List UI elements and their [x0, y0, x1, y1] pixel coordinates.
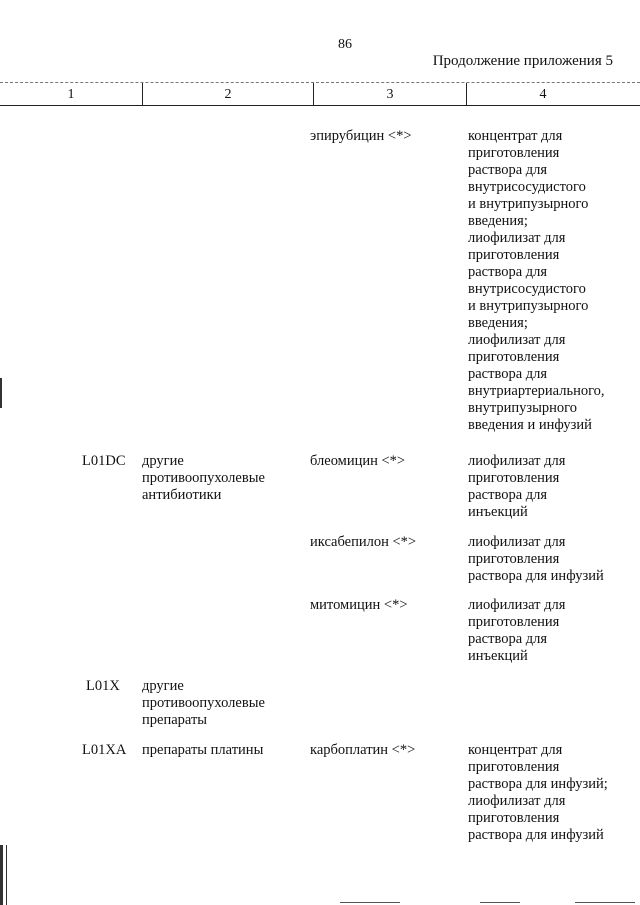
dosage-form-line: инъекций: [468, 648, 528, 664]
table-header: [0, 82, 640, 106]
atc-group-line: препараты платины: [142, 742, 264, 758]
dosage-form-line: введения и инфузий: [468, 417, 592, 433]
scan-bottom-dash: [480, 902, 520, 903]
dosage-form-line: лиофилизат для: [468, 534, 566, 550]
dosage-form-line: внутрипузырного: [468, 400, 577, 416]
dosage-form-line: концентрат для: [468, 128, 563, 144]
atc-group: [142, 453, 265, 504]
atc-group-line: противоопухолевые: [142, 695, 265, 711]
page-header: [0, 0, 640, 60]
atc-group-line: препараты: [142, 712, 208, 728]
dosage-form-line: внутрисосудистого: [468, 281, 586, 297]
dosage-form-line: концентрат для: [468, 742, 563, 758]
dosage-form-line: приготовления: [468, 349, 560, 365]
header-col-2: 2: [224, 87, 232, 102]
atc-group-line: антибиотики: [142, 487, 222, 503]
scan-bottom-dash: [575, 902, 635, 903]
dosage-form-line: раствора для: [468, 487, 548, 503]
continuation-title: Продолжение приложения 5: [432, 53, 613, 69]
scan-edge-mark: [0, 845, 3, 905]
drug-name: эпирубицин <*>: [310, 128, 412, 144]
dosage-form-line: раствора для: [468, 264, 548, 280]
dosage-form: [468, 742, 608, 844]
dosage-form-line: приготовления: [468, 614, 560, 630]
header-col-1: 1: [67, 87, 75, 102]
scan-edge-mark: [6, 845, 7, 905]
page-number: 86: [338, 37, 352, 52]
dosage-form-line: лиофилизат для: [468, 230, 566, 246]
dosage-form-line: раствора для инфузий: [468, 568, 604, 584]
atc-group-line: другие: [142, 678, 184, 694]
atc-code: L01X: [86, 678, 120, 694]
dosage-form-line: приготовления: [468, 247, 560, 263]
dosage-form-line: раствора для: [468, 366, 548, 382]
dosage-form-line: введения;: [468, 213, 528, 229]
scan-edge-mark: [0, 378, 2, 408]
dosage-form-line: приготовления: [468, 551, 560, 567]
dosage-form-line: приготовления: [468, 145, 560, 161]
drug-name: карбоплатин <*>: [310, 742, 416, 758]
dosage-form-line: раствора для инфузий;: [468, 776, 608, 792]
dosage-form-line: инъекций: [468, 504, 528, 520]
atc-group: [142, 742, 263, 759]
dosage-form: [468, 534, 604, 585]
atc-group-line: противоопухолевые: [142, 470, 265, 486]
dosage-form-line: введения;: [468, 315, 528, 331]
dosage-form-line: внутриартериального,: [468, 383, 605, 399]
dosage-form-line: лиофилизат для: [468, 597, 566, 613]
dosage-form-line: и внутрипузырного: [468, 196, 589, 212]
dosage-form-line: раствора для: [468, 162, 548, 178]
dosage-form: [468, 597, 565, 665]
drug-name: блеомицин <*>: [310, 453, 406, 469]
header-col-4: 4: [539, 87, 547, 102]
dosage-form: [468, 453, 565, 521]
dosage-form-line: лиофилизат для: [468, 793, 566, 809]
dosage-form-line: лиофилизат для: [468, 332, 566, 348]
atc-code: L01DC: [82, 453, 126, 469]
atc-code: L01XA: [82, 742, 127, 758]
dosage-form-line: и внутрипузырного: [468, 298, 589, 314]
header-col-3: 3: [386, 87, 394, 102]
dosage-form: [468, 128, 605, 434]
drug-name: иксабепилон <*>: [310, 534, 417, 550]
atc-group-line: другие: [142, 453, 184, 469]
scan-bottom-dash: [340, 902, 400, 903]
dosage-form-line: раствора для инфузий: [468, 827, 604, 843]
dosage-form-line: внутрисосудистого: [468, 179, 586, 195]
dosage-form-line: приготовления: [468, 759, 560, 775]
drug-name: митомицин <*>: [310, 597, 408, 613]
dosage-form-line: приготовления: [468, 810, 560, 826]
dosage-form-line: лиофилизат для: [468, 453, 566, 469]
dosage-form-line: раствора для: [468, 631, 548, 647]
atc-group: [142, 678, 265, 729]
dosage-form-line: приготовления: [468, 470, 560, 486]
